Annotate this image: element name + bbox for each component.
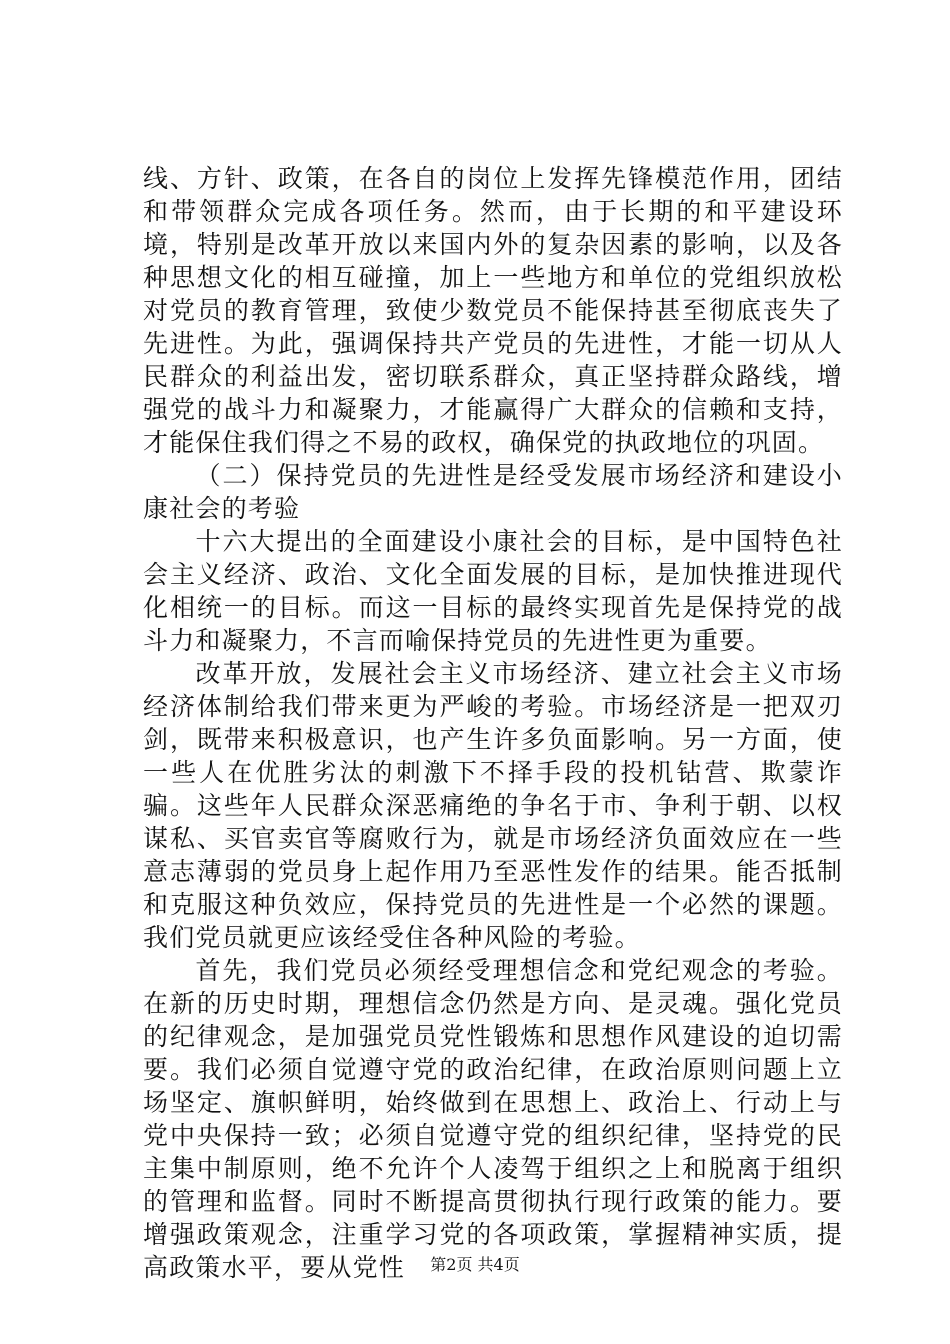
paragraph-2: 十六大提出的全面建设小康社会的目标，是中国特色社会主义经济、政治、文化全面发展的目标，是加快推进现代化相统一的目标。而这一目标的最终实现首先是保持党的战斗力和凝聚力，不言而喻保持党员的先进性更为重要。	[143, 527, 843, 655]
section-heading: （二）保持党员的先进性是经受发展市场经济和建设小康社会的考验	[143, 461, 843, 523]
paragraph-1: 线、方针、政策，在各自的岗位上发挥先锋模范作用，团结和带领群众完成各项任务。然而，由于长期的和平建设环境，特别是改革开放以来国内外的复杂因素的影响，以及各种思想文化的相互碰撞，加上一些地方和单位的党组织放松对党员的教育管理，致使少数党员不能保持甚至彻底丧失了先进性。为此，强调保持共产党员的先进性，才能一切从人民群众的利益出发，密切联系群众，真正坚持群众路线，增强党的战斗力和凝聚力，才能赢得广大群众的信赖和支持，才能保住我们得之不易的政权，确保党的执政地位的巩固。	[143, 164, 843, 457]
paragraph-3: 改革开放，发展社会主义市场经济、建立社会主义市场经济体制给我们带来更为严峻的考验。市场经济是一把双刃剑，既带来积极意识，也产生许多负面影响。另一方面，使一些人在优胜劣汰的刺激下不择手段的投机钻营、欺蒙诈骗。这些年人民群众深恶痛绝的争名于市、争利于朝、以权谋私、买官卖官等腐败行为，就是市场经济负面效应在一些意志薄弱的党员身上起作用乃至恶性发作的结果。能否抵制和克服这种负效应，保持党员的先进性是一个必然的课题。我们党员就更应该经受住各种风险的考验。	[143, 659, 843, 952]
page-number-footer: 第2页 共4页	[430, 1255, 520, 1274]
paragraph-4: 首先，我们党员必须经受理想信念和党纪观念的考验。在新的历史时期，理想信念仍然是方向、是灵魂。强化党员的纪律观念，是加强党员党性锻炼和思想作风建设的迫切需要。我们必须自觉遵守党的政治纪律，在政治原则问题上立场坚定、旗帜鲜明，始终做到在思想上、政治上、行动上与党中央保持一致；必须自觉遵守党的组织纪律，坚持党的民主集中制原则，绝不允许个人凌驾于组织之上和脱离于组织的管理和监督。同时不断提高贯彻执行现行政策的能力。要增强政策观念，注重学习党的各项政策，掌握精神实质，提高政策水平，要从党性	[143, 956, 843, 1282]
document-body	[143, 162, 843, 1284]
